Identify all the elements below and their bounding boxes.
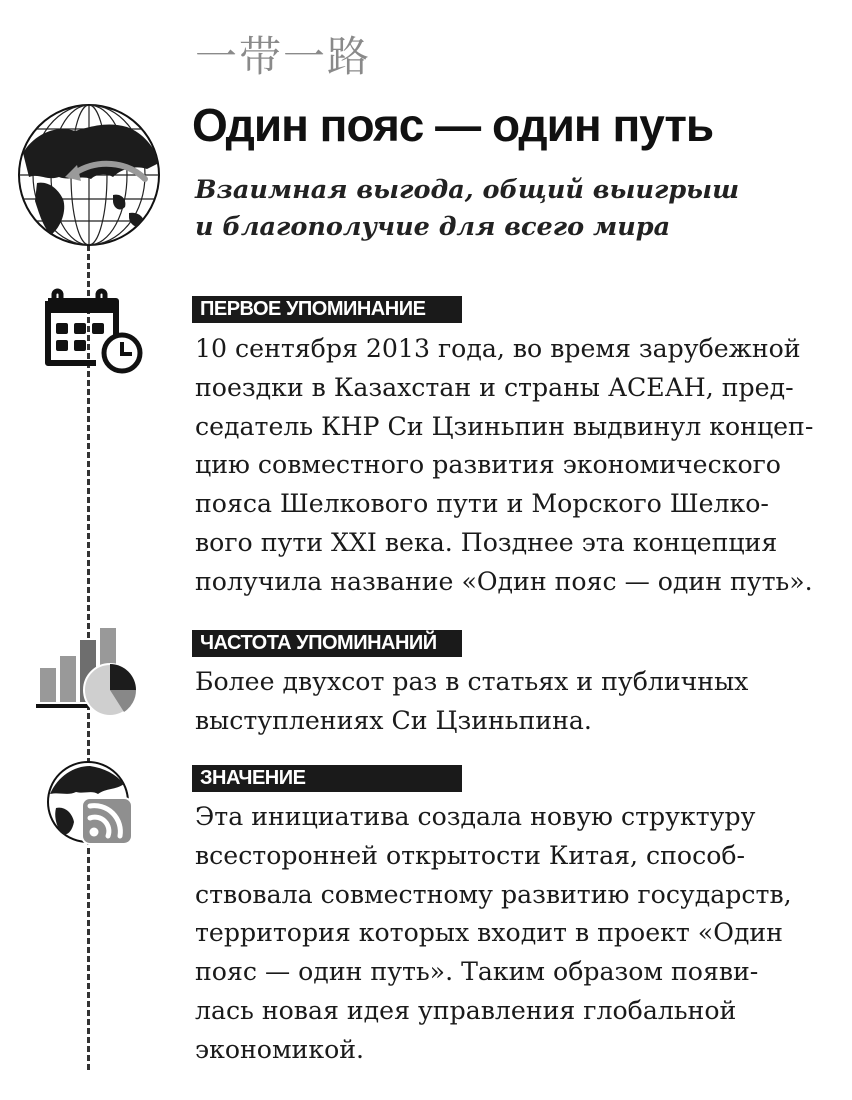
section-text-first-mention [195,330,845,602]
section-text-frequency [195,663,845,741]
page-title: Один пояс — один путь [192,99,714,151]
globe-rss-icon [46,760,138,846]
text-line: всесторонней открытости Китая, способ- [195,840,746,870]
text-line: получила название «Один пояс — один путь». [195,566,813,596]
text-line: территория которых входит в проект «Один [195,918,783,948]
text-line: пояса Шелкового пути и Морского Шелко- [195,489,769,519]
text-line: вого пути XXI века. Позднее эта концепция [195,527,778,557]
section-text-significance [195,798,845,1070]
text-line: Более двухсот раз в статьях и публичных [195,667,749,696]
text-line: цию совместного развития экономического [195,450,781,480]
text-line: седатель КНР Си Цзиньпин выдвинул концеп- [195,411,814,441]
text-line: лась новая идея управления глобальной [195,995,737,1025]
bar-pie-chart-icon [36,626,140,722]
chinese-title: 一带一路 [195,32,372,81]
section-label-first-mention: ПЕРВОЕ УПОМИНАНИЕ [192,296,462,323]
subtitle-line: Взаимная выгода, общий выигрыш [195,175,740,205]
text-line: пояс — один путь». Таким образом появи- [195,957,759,987]
section-label-frequency: ЧАСТОТА УПОМИНАНИЙ [192,630,462,657]
text-line: поездки в Казахстан и страны АСЕАН, пред- [195,372,794,402]
text-line: ствовала совместному развитию государств, [195,879,792,909]
text-line: выступлениях Си Цзиньпина. [195,705,592,735]
globe-icon [17,103,161,247]
subtitle [195,172,835,246]
section-label-significance: ЗНАЧЕНИЕ [192,765,462,792]
text-line: Эта инициатива создала новую структуру [195,802,756,831]
text-line: экономикой. [195,1034,365,1064]
calendar-clock-icon [44,287,146,375]
text-line: 10 сентября 2013 года, во время зарубежной [195,334,801,363]
subtitle-line: и благополучие для всего мира [195,212,671,242]
